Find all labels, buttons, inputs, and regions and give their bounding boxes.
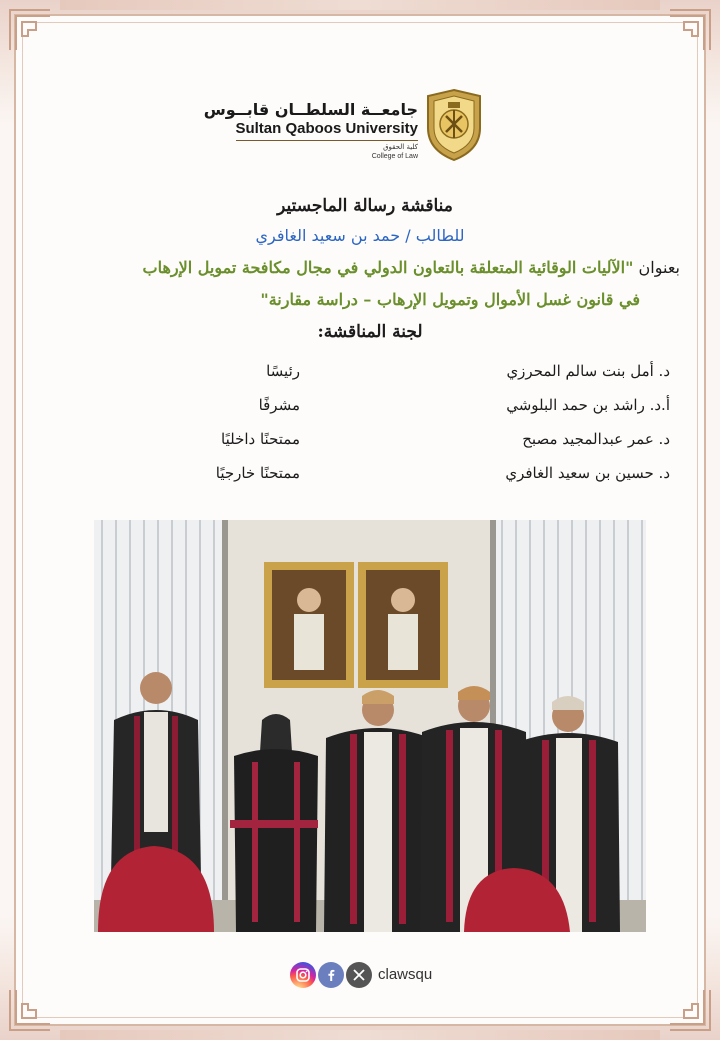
student-name: للطالب / حمد بن سعيد الغافري [255, 226, 465, 245]
committee-member-role: رئيسًا [266, 362, 300, 380]
social-links [290, 962, 440, 992]
x-icon[interactable] [346, 962, 372, 988]
university-logo [203, 88, 486, 168]
logo-divider [236, 140, 418, 141]
committee-member-name: د. عمر عبدالمجيد مصبح [522, 430, 670, 448]
thesis-title-line2: في قانون غسل الأموال وتمويل الإرهاب – دراسة مقارنة" [260, 290, 640, 309]
committee-member-role: ممتحنًا خارجيًا [215, 464, 300, 482]
corner-ornament-icon [666, 6, 714, 54]
instagram-icon[interactable] [290, 962, 316, 988]
bottom-border-band [60, 1030, 660, 1040]
committee-heading: لجنة المناقشة: [317, 322, 423, 342]
corner-ornament-icon [6, 6, 54, 54]
corner-ornament-icon [6, 986, 54, 1034]
university-name-en: Sultan Qaboos University [235, 120, 418, 137]
university-emblem-icon [424, 88, 484, 162]
university-name-ar: جامعــة السلطــان قابــوس [203, 100, 418, 119]
committee-member-name: د. أمل بنت سالم المحرزي [506, 362, 670, 380]
committee-member-name: أ.د. راشد بن حمد البلوشي [506, 396, 670, 414]
corner-ornament-icon [666, 986, 714, 1034]
committee-member-role: مشرفًا [258, 396, 300, 414]
thesis-prefix: بعنوان [633, 258, 680, 277]
social-handle[interactable]: clawsqu [378, 966, 433, 983]
college-name-en: College of Law [371, 153, 418, 160]
group-photo [94, 520, 646, 932]
event-title: مناقشة رسالة الماجستير [277, 196, 453, 216]
thesis-title-line1 [143, 258, 680, 277]
thesis-line1-text: "الآليات الوقائية المتعلقة بالتعاون الدولي في مجال مكافحة تمويل الإرهاب [142, 258, 634, 277]
top-border-band [60, 0, 660, 10]
college-name-ar: كلية الحقوق [383, 143, 418, 151]
committee-member-role: ممتحنًا داخليًا [221, 430, 300, 448]
committee-member-name: د. حسين بن سعيد الغافري [505, 464, 670, 482]
facebook-icon[interactable] [318, 962, 344, 988]
